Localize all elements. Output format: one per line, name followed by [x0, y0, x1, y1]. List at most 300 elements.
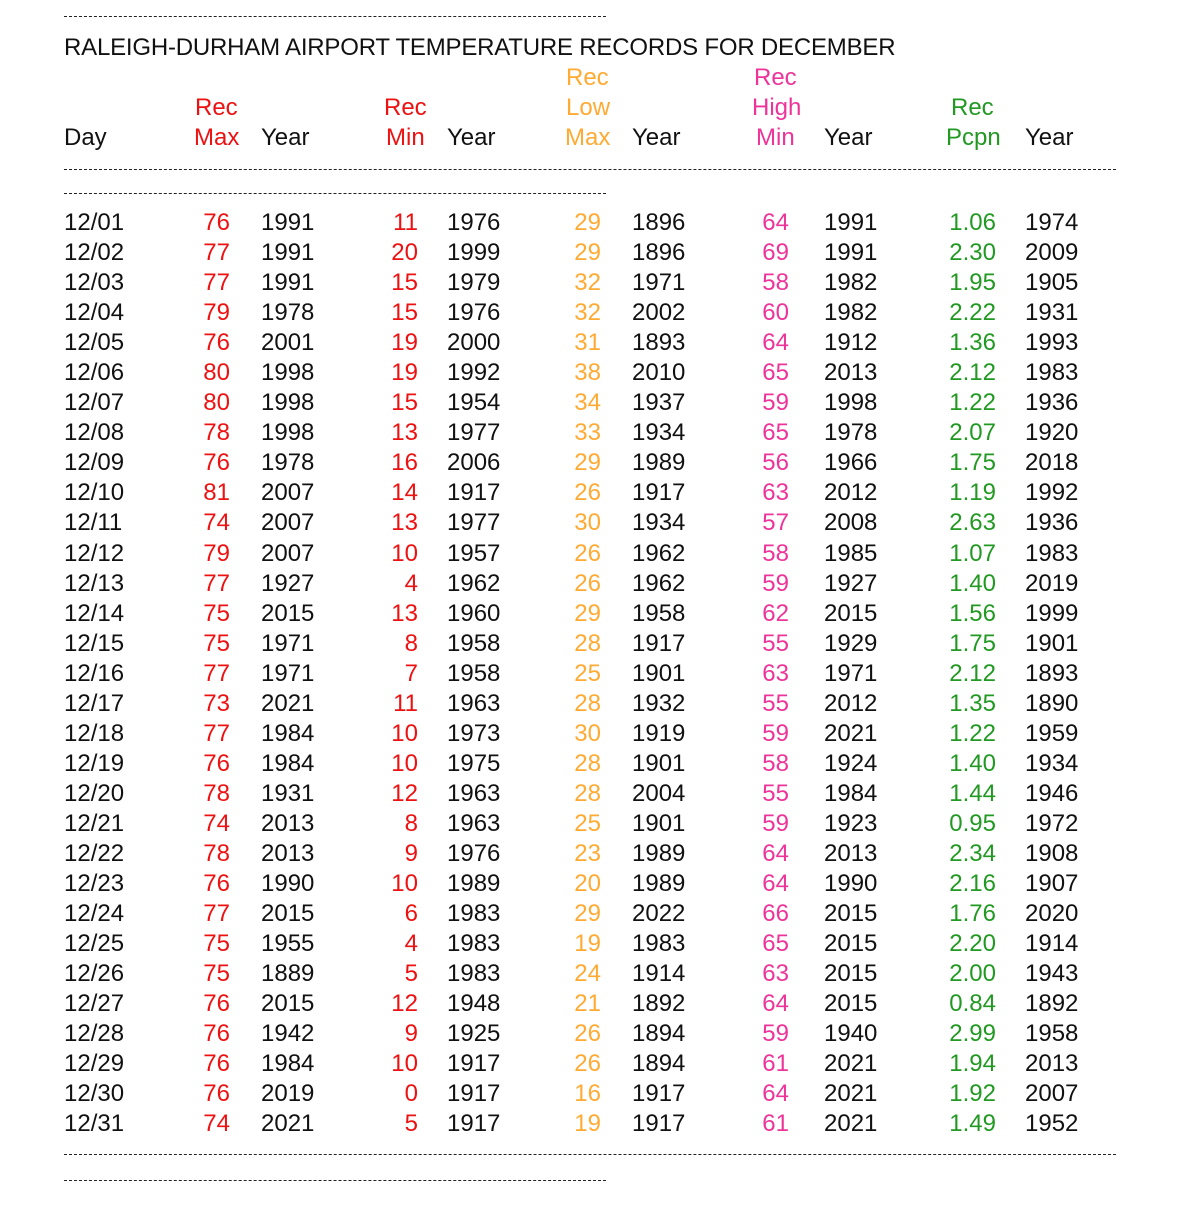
- day-cell: 12/03: [64, 269, 125, 297]
- rec-min-cell: 10: [391, 719, 418, 747]
- rec-max-cell: 78: [203, 419, 230, 447]
- table-row: [0, 208, 1200, 238]
- rec-low-max-cell: 26: [574, 479, 601, 507]
- rec-low-max-cell: 29: [574, 239, 601, 267]
- rec-high-min-cell: 56: [762, 449, 789, 477]
- rec-pcpn-cell: 2.07: [949, 419, 996, 447]
- rec-high-min-year-cell: 1940: [824, 1020, 878, 1048]
- rec-high-min-year-cell: 2021: [824, 1050, 878, 1078]
- rec-pcpn-year-cell: 1936: [1025, 509, 1079, 537]
- rec-low-max-year-cell: 1917: [632, 479, 686, 507]
- rec-max-cell: 77: [203, 900, 230, 928]
- rec-low-max-year-cell: 1962: [632, 569, 686, 597]
- rec-high-min-cell: 64: [762, 870, 789, 898]
- rec-low-max-year-cell: 2002: [632, 299, 686, 327]
- rec-high-min-cell: 55: [762, 779, 789, 807]
- rec-pcpn-cell: 2.63: [949, 509, 996, 537]
- table-row: [0, 899, 1200, 929]
- day-cell: 12/23: [64, 870, 125, 898]
- rec-max-year-cell: 2013: [261, 839, 315, 867]
- rec-max-cell: 80: [203, 389, 230, 417]
- rec-high-min-year-cell: 2013: [824, 839, 878, 867]
- rec-high-min-year-cell: 1982: [824, 269, 878, 297]
- rec-max-cell: 74: [203, 809, 230, 837]
- rec-min-year-cell: 1925: [447, 1020, 501, 1048]
- rec-low-max-year-cell: 1896: [632, 209, 686, 236]
- rec-high-min-cell: 65: [762, 930, 789, 958]
- rec-high-min-year-cell: 1923: [824, 809, 878, 837]
- day-cell: 12/17: [64, 689, 125, 717]
- rec-low-max-year-cell: 1983: [632, 930, 686, 958]
- rec-min-year-cell: 1992: [447, 359, 501, 387]
- rec-high-min-cell: 59: [762, 719, 789, 747]
- rec-high-min-year-cell: 1924: [824, 749, 878, 777]
- rec-pcpn-year-cell: 1952: [1025, 1110, 1079, 1138]
- rec-low-max-year-cell: 1934: [632, 419, 686, 447]
- day-cell: 12/16: [64, 659, 125, 687]
- rec-high-min-year-cell: 1985: [824, 539, 878, 567]
- rec-high-min-cell: 64: [762, 1080, 789, 1108]
- day-cell: 12/02: [64, 239, 125, 267]
- rec-low-max-year-cell: 1901: [632, 749, 686, 777]
- rec-high-min-year-cell: 2012: [824, 479, 878, 507]
- rec-max-cell: 76: [203, 1080, 230, 1108]
- rec-low-max-year-cell: 1989: [632, 870, 686, 898]
- rec-high-min-cell: 64: [762, 990, 789, 1018]
- rec-pcpn-year-cell: 1959: [1025, 719, 1079, 747]
- rec-low-max-year-cell: 1893: [632, 329, 686, 357]
- rec-low-max-cell: 26: [574, 539, 601, 567]
- rec-high-min-cell: 58: [762, 539, 789, 567]
- rec-max-cell: 77: [203, 569, 230, 597]
- rec-low-max-year-cell: 1917: [632, 1080, 686, 1108]
- header-year-max: Year: [261, 124, 310, 151]
- header-rec-min-line1: Rec: [384, 94, 427, 121]
- rec-pcpn-cell: 1.35: [949, 689, 996, 717]
- rec-min-year-cell: 1963: [447, 809, 501, 837]
- rec-min-cell: 11: [393, 209, 418, 236]
- table-row: [0, 659, 1200, 689]
- rec-low-max-cell: 29: [574, 449, 601, 477]
- day-cell: 12/28: [64, 1020, 125, 1048]
- rec-pcpn-cell: 1.76: [949, 900, 996, 928]
- rec-pcpn-cell: 1.56: [949, 599, 996, 627]
- rec-min-cell: 6: [404, 900, 418, 928]
- rec-low-max-cell: 29: [574, 209, 601, 236]
- rec-high-min-year-cell: 2015: [824, 930, 878, 958]
- rec-low-max-cell: 28: [574, 629, 601, 657]
- rec-pcpn-year-cell: 1892: [1025, 990, 1079, 1018]
- rec-min-cell: 7: [404, 659, 418, 687]
- rec-pcpn-cell: 1.92: [949, 1080, 996, 1108]
- rec-high-min-year-cell: 2021: [824, 1080, 878, 1108]
- rec-high-min-year-cell: 1984: [824, 779, 878, 807]
- rec-max-year-cell: 1990: [261, 870, 315, 898]
- bottom-separator: [64, 1154, 1116, 1167]
- rec-high-min-year-cell: 1998: [824, 389, 878, 417]
- rec-high-min-cell: 62: [762, 599, 789, 627]
- top-separator: [64, 16, 606, 29]
- rec-min-year-cell: 1976: [447, 299, 501, 327]
- rec-max-year-cell: 1955: [261, 930, 315, 958]
- rec-low-max-cell: 24: [574, 960, 601, 988]
- rec-pcpn-cell: 1.75: [949, 629, 996, 657]
- rec-min-cell: 15: [391, 299, 418, 327]
- rec-pcpn-cell: 1.22: [949, 389, 996, 417]
- rec-high-min-year-cell: 1966: [824, 449, 878, 477]
- rec-low-max-year-cell: 1934: [632, 509, 686, 537]
- rec-low-max-cell: 34: [574, 389, 601, 417]
- rec-pcpn-year-cell: 1907: [1025, 870, 1079, 898]
- rec-max-cell: 75: [203, 960, 230, 988]
- day-cell: 12/25: [64, 930, 125, 958]
- rec-min-cell: 13: [391, 509, 418, 537]
- rec-min-cell: 15: [391, 389, 418, 417]
- rec-max-year-cell: 1984: [261, 719, 315, 747]
- table-row: [0, 719, 1200, 749]
- rec-low-max-cell: 32: [574, 299, 601, 327]
- rec-max-year-cell: 1931: [261, 779, 315, 807]
- rec-high-min-cell: 66: [762, 900, 789, 928]
- day-cell: 12/21: [64, 809, 125, 837]
- rec-low-max-year-cell: 1917: [632, 1110, 686, 1138]
- rec-low-max-cell: 23: [574, 839, 601, 867]
- rec-low-max-year-cell: 1917: [632, 629, 686, 657]
- rec-min-cell: 10: [391, 870, 418, 898]
- rec-high-min-cell: 58: [762, 269, 789, 297]
- rec-high-min-year-cell: 1991: [824, 209, 878, 236]
- rec-high-min-cell: 65: [762, 359, 789, 387]
- rec-max-year-cell: 1984: [261, 749, 315, 777]
- rec-pcpn-cell: 2.12: [949, 359, 996, 387]
- rec-pcpn-year-cell: 1908: [1025, 839, 1079, 867]
- header-day: Day: [64, 124, 107, 151]
- rec-max-year-cell: 1978: [261, 299, 315, 327]
- rec-max-year-cell: 2015: [261, 900, 315, 928]
- rec-pcpn-cell: 2.12: [949, 659, 996, 687]
- rec-high-min-year-cell: 2015: [824, 990, 878, 1018]
- table-row: [0, 809, 1200, 839]
- rec-max-year-cell: 2015: [261, 599, 315, 627]
- rec-min-year-cell: 1989: [447, 870, 501, 898]
- rec-min-cell: 8: [404, 809, 418, 837]
- rec-min-year-cell: 1962: [447, 569, 501, 597]
- rec-low-max-cell: 26: [574, 1050, 601, 1078]
- rec-low-max-cell: 28: [574, 749, 601, 777]
- rec-pcpn-year-cell: 1974: [1025, 209, 1079, 236]
- rec-max-cell: 78: [203, 779, 230, 807]
- rec-min-cell: 4: [404, 930, 418, 958]
- rec-min-cell: 14: [391, 479, 418, 507]
- table-row: [0, 328, 1200, 358]
- table-row: [0, 869, 1200, 899]
- rec-pcpn-year-cell: 1914: [1025, 930, 1079, 958]
- rec-pcpn-year-cell: 1901: [1025, 629, 1079, 657]
- rec-low-max-year-cell: 2022: [632, 900, 686, 928]
- rec-max-year-cell: 2021: [261, 689, 315, 717]
- rec-pcpn-year-cell: 1983: [1025, 359, 1079, 387]
- rec-low-max-cell: 16: [574, 1080, 601, 1108]
- day-cell: 12/26: [64, 960, 125, 988]
- rec-min-year-cell: 1958: [447, 659, 501, 687]
- rec-max-cell: 75: [203, 930, 230, 958]
- rec-max-year-cell: 1991: [261, 239, 315, 267]
- rec-min-year-cell: 1983: [447, 960, 501, 988]
- rec-high-min-year-cell: 2015: [824, 960, 878, 988]
- rec-min-cell: 16: [391, 449, 418, 477]
- rec-high-min-year-cell: 2015: [824, 599, 878, 627]
- table-row: [0, 298, 1200, 328]
- rec-low-max-year-cell: 1989: [632, 839, 686, 867]
- rec-min-cell: 0: [404, 1080, 418, 1108]
- rec-high-min-cell: 59: [762, 1020, 789, 1048]
- rec-high-min-year-cell: 1991: [824, 239, 878, 267]
- header-rec-low-max-line1: Rec: [566, 64, 609, 91]
- rec-min-cell: 11: [393, 689, 418, 717]
- rec-min-year-cell: 1976: [447, 839, 501, 867]
- rec-min-year-cell: 1917: [447, 1110, 501, 1138]
- day-cell: 12/13: [64, 569, 125, 597]
- day-cell: 12/11: [64, 509, 123, 537]
- header-year-high-min: Year: [824, 124, 873, 151]
- rec-high-min-year-cell: 2012: [824, 689, 878, 717]
- day-cell: 12/01: [64, 209, 125, 236]
- rec-min-year-cell: 2000: [447, 329, 501, 357]
- rec-max-year-cell: 1889: [261, 960, 315, 988]
- rec-low-max-year-cell: 1896: [632, 239, 686, 267]
- rec-pcpn-year-cell: 1936: [1025, 389, 1079, 417]
- table-row: [0, 1049, 1200, 1079]
- day-cell: 12/14: [64, 599, 125, 627]
- rec-high-min-year-cell: 1929: [824, 629, 878, 657]
- rec-pcpn-year-cell: 1946: [1025, 779, 1079, 807]
- rec-pcpn-year-cell: 2019: [1025, 569, 1079, 597]
- rec-min-cell: 19: [391, 329, 418, 357]
- rec-max-cell: 75: [203, 599, 230, 627]
- table-row: [0, 599, 1200, 629]
- rec-high-min-cell: 55: [762, 689, 789, 717]
- header-separator-short: [64, 193, 606, 206]
- rec-low-max-cell: 25: [574, 659, 601, 687]
- rec-max-cell: 74: [203, 509, 230, 537]
- rec-max-year-cell: 1942: [261, 1020, 315, 1048]
- rec-pcpn-year-cell: 2007: [1025, 1080, 1079, 1108]
- table-row: [0, 959, 1200, 989]
- table-row: [0, 268, 1200, 298]
- rec-min-year-cell: 1963: [447, 779, 501, 807]
- rec-min-cell: 20: [391, 239, 418, 267]
- rec-max-year-cell: 1971: [261, 659, 315, 687]
- rec-pcpn-cell: 1.49: [949, 1110, 996, 1138]
- table-row: [0, 238, 1200, 268]
- rec-pcpn-cell: 1.44: [949, 779, 996, 807]
- rec-high-min-year-cell: 2015: [824, 900, 878, 928]
- header-rec-pcpn-line2: Pcpn: [946, 124, 1001, 151]
- rec-low-max-year-cell: 1892: [632, 990, 686, 1018]
- rec-pcpn-cell: 2.20: [949, 930, 996, 958]
- rec-max-year-cell: 2007: [261, 509, 315, 537]
- rec-pcpn-year-cell: 1983: [1025, 539, 1079, 567]
- rec-pcpn-cell: 2.00: [949, 960, 996, 988]
- rec-pcpn-year-cell: 2013: [1025, 1050, 1079, 1078]
- rec-pcpn-cell: 0.84: [949, 990, 996, 1018]
- rec-low-max-cell: 29: [574, 900, 601, 928]
- rec-low-max-year-cell: 1901: [632, 809, 686, 837]
- rec-high-min-cell: 59: [762, 809, 789, 837]
- rec-low-max-year-cell: 1932: [632, 689, 686, 717]
- rec-pcpn-cell: 1.75: [949, 449, 996, 477]
- rec-low-max-year-cell: 1962: [632, 539, 686, 567]
- rec-pcpn-year-cell: 1958: [1025, 1020, 1079, 1048]
- rec-pcpn-cell: 1.07: [949, 539, 996, 567]
- rec-high-min-year-cell: 1927: [824, 569, 878, 597]
- rec-low-max-cell: 28: [574, 689, 601, 717]
- rec-pcpn-year-cell: 1943: [1025, 960, 1079, 988]
- rec-high-min-cell: 63: [762, 479, 789, 507]
- records-table: [0, 208, 1200, 1139]
- rec-pcpn-cell: 1.95: [949, 269, 996, 297]
- rec-low-max-year-cell: 1971: [632, 269, 686, 297]
- rec-low-max-cell: 30: [574, 509, 601, 537]
- table-row: [0, 508, 1200, 538]
- day-cell: 12/15: [64, 629, 125, 657]
- rec-low-max-cell: 31: [574, 329, 601, 357]
- rec-max-cell: 76: [203, 449, 230, 477]
- rec-high-min-cell: 59: [762, 389, 789, 417]
- rec-high-min-cell: 61: [762, 1050, 789, 1078]
- rec-max-year-cell: 1998: [261, 359, 315, 387]
- rec-low-max-cell: 26: [574, 1020, 601, 1048]
- rec-high-min-cell: 58: [762, 749, 789, 777]
- rec-pcpn-cell: 2.99: [949, 1020, 996, 1048]
- rec-min-cell: 8: [404, 629, 418, 657]
- rec-low-max-cell: 30: [574, 719, 601, 747]
- rec-high-min-year-cell: 1982: [824, 299, 878, 327]
- rec-low-max-year-cell: 1989: [632, 449, 686, 477]
- rec-pcpn-year-cell: 1972: [1025, 809, 1079, 837]
- rec-pcpn-year-cell: 1992: [1025, 479, 1079, 507]
- day-cell: 12/12: [64, 539, 125, 567]
- rec-pcpn-cell: 2.34: [949, 839, 996, 867]
- rec-min-year-cell: 1917: [447, 479, 501, 507]
- rec-low-max-year-cell: 2010: [632, 359, 686, 387]
- rec-min-year-cell: 1963: [447, 689, 501, 717]
- rec-pcpn-year-cell: 2009: [1025, 239, 1079, 267]
- header-year-min: Year: [447, 124, 496, 151]
- rec-min-year-cell: 1975: [447, 749, 501, 777]
- header-year-low-max: Year: [632, 124, 681, 151]
- rec-pcpn-year-cell: 1931: [1025, 299, 1079, 327]
- rec-pcpn-year-cell: 1999: [1025, 599, 1079, 627]
- rec-low-max-cell: 32: [574, 269, 601, 297]
- header-rec-pcpn-line1: Rec: [951, 94, 994, 121]
- rec-max-cell: 77: [203, 719, 230, 747]
- rec-max-year-cell: 1991: [261, 209, 315, 236]
- rec-low-max-year-cell: 2004: [632, 779, 686, 807]
- header-year-pcpn: Year: [1025, 124, 1074, 151]
- rec-min-year-cell: 1958: [447, 629, 501, 657]
- bottom-separator-short: [64, 1180, 606, 1193]
- rec-max-year-cell: 1971: [261, 629, 315, 657]
- rec-max-year-cell: 1984: [261, 1050, 315, 1078]
- rec-min-cell: 5: [404, 960, 418, 988]
- rec-min-year-cell: 1948: [447, 990, 501, 1018]
- table-row: [0, 689, 1200, 719]
- rec-min-cell: 4: [404, 569, 418, 597]
- header-rec-high-min-line3: Min: [756, 124, 795, 151]
- header-rec-high-min-line2: High: [752, 94, 802, 121]
- rec-min-cell: 15: [391, 269, 418, 297]
- day-cell: 12/06: [64, 359, 125, 387]
- table-row: [0, 839, 1200, 869]
- header-rec-high-min-line1: Rec: [754, 64, 797, 91]
- rec-pcpn-cell: 1.36: [949, 329, 996, 357]
- table-row: [0, 539, 1200, 569]
- rec-max-cell: 76: [203, 209, 230, 236]
- rec-min-year-cell: 1977: [447, 509, 501, 537]
- header-separator: [64, 169, 1116, 182]
- rec-min-cell: 19: [391, 359, 418, 387]
- rec-max-cell: 73: [203, 689, 230, 717]
- rec-max-year-cell: 2001: [261, 329, 315, 357]
- rec-min-year-cell: 2006: [447, 449, 501, 477]
- day-cell: 12/27: [64, 990, 125, 1018]
- rec-pcpn-cell: 1.40: [949, 749, 996, 777]
- rec-max-year-cell: 1998: [261, 389, 315, 417]
- rec-max-cell: 81: [203, 479, 230, 507]
- header-rec-max-line1: Rec: [195, 94, 238, 121]
- rec-min-year-cell: 1983: [447, 930, 501, 958]
- rec-low-max-cell: 33: [574, 419, 601, 447]
- table-row: [0, 1109, 1200, 1139]
- rec-max-year-cell: 2015: [261, 990, 315, 1018]
- table-row: [0, 629, 1200, 659]
- rec-min-year-cell: 1976: [447, 209, 501, 236]
- rec-pcpn-year-cell: 1920: [1025, 419, 1079, 447]
- rec-max-year-cell: 1927: [261, 569, 315, 597]
- day-cell: 12/30: [64, 1080, 125, 1108]
- table-row: [0, 1019, 1200, 1049]
- rec-max-cell: 77: [203, 239, 230, 267]
- table-row: [0, 448, 1200, 478]
- rec-max-cell: 80: [203, 359, 230, 387]
- rec-min-cell: 13: [391, 599, 418, 627]
- rec-min-year-cell: 1999: [447, 239, 501, 267]
- day-cell: 12/04: [64, 299, 125, 327]
- table-row: [0, 749, 1200, 779]
- day-cell: 12/19: [64, 749, 125, 777]
- day-cell: 12/31: [64, 1110, 125, 1138]
- rec-max-year-cell: 2019: [261, 1080, 315, 1108]
- rec-max-cell: 79: [203, 299, 230, 327]
- rec-high-min-cell: 60: [762, 299, 789, 327]
- day-cell: 12/24: [64, 900, 125, 928]
- day-cell: 12/18: [64, 719, 125, 747]
- rec-high-min-cell: 57: [762, 509, 789, 537]
- rec-high-min-cell: 63: [762, 659, 789, 687]
- day-cell: 12/07: [64, 389, 125, 417]
- rec-pcpn-year-cell: 1893: [1025, 659, 1079, 687]
- rec-pcpn-cell: 1.94: [949, 1050, 996, 1078]
- rec-high-min-year-cell: 1990: [824, 870, 878, 898]
- table-row: [0, 388, 1200, 418]
- rec-max-cell: 74: [203, 1110, 230, 1138]
- rec-low-max-cell: 20: [574, 870, 601, 898]
- header-rec-low-max-line3: Max: [565, 124, 611, 151]
- rec-high-min-year-cell: 2008: [824, 509, 878, 537]
- table-row: [0, 478, 1200, 508]
- day-cell: 12/08: [64, 419, 125, 447]
